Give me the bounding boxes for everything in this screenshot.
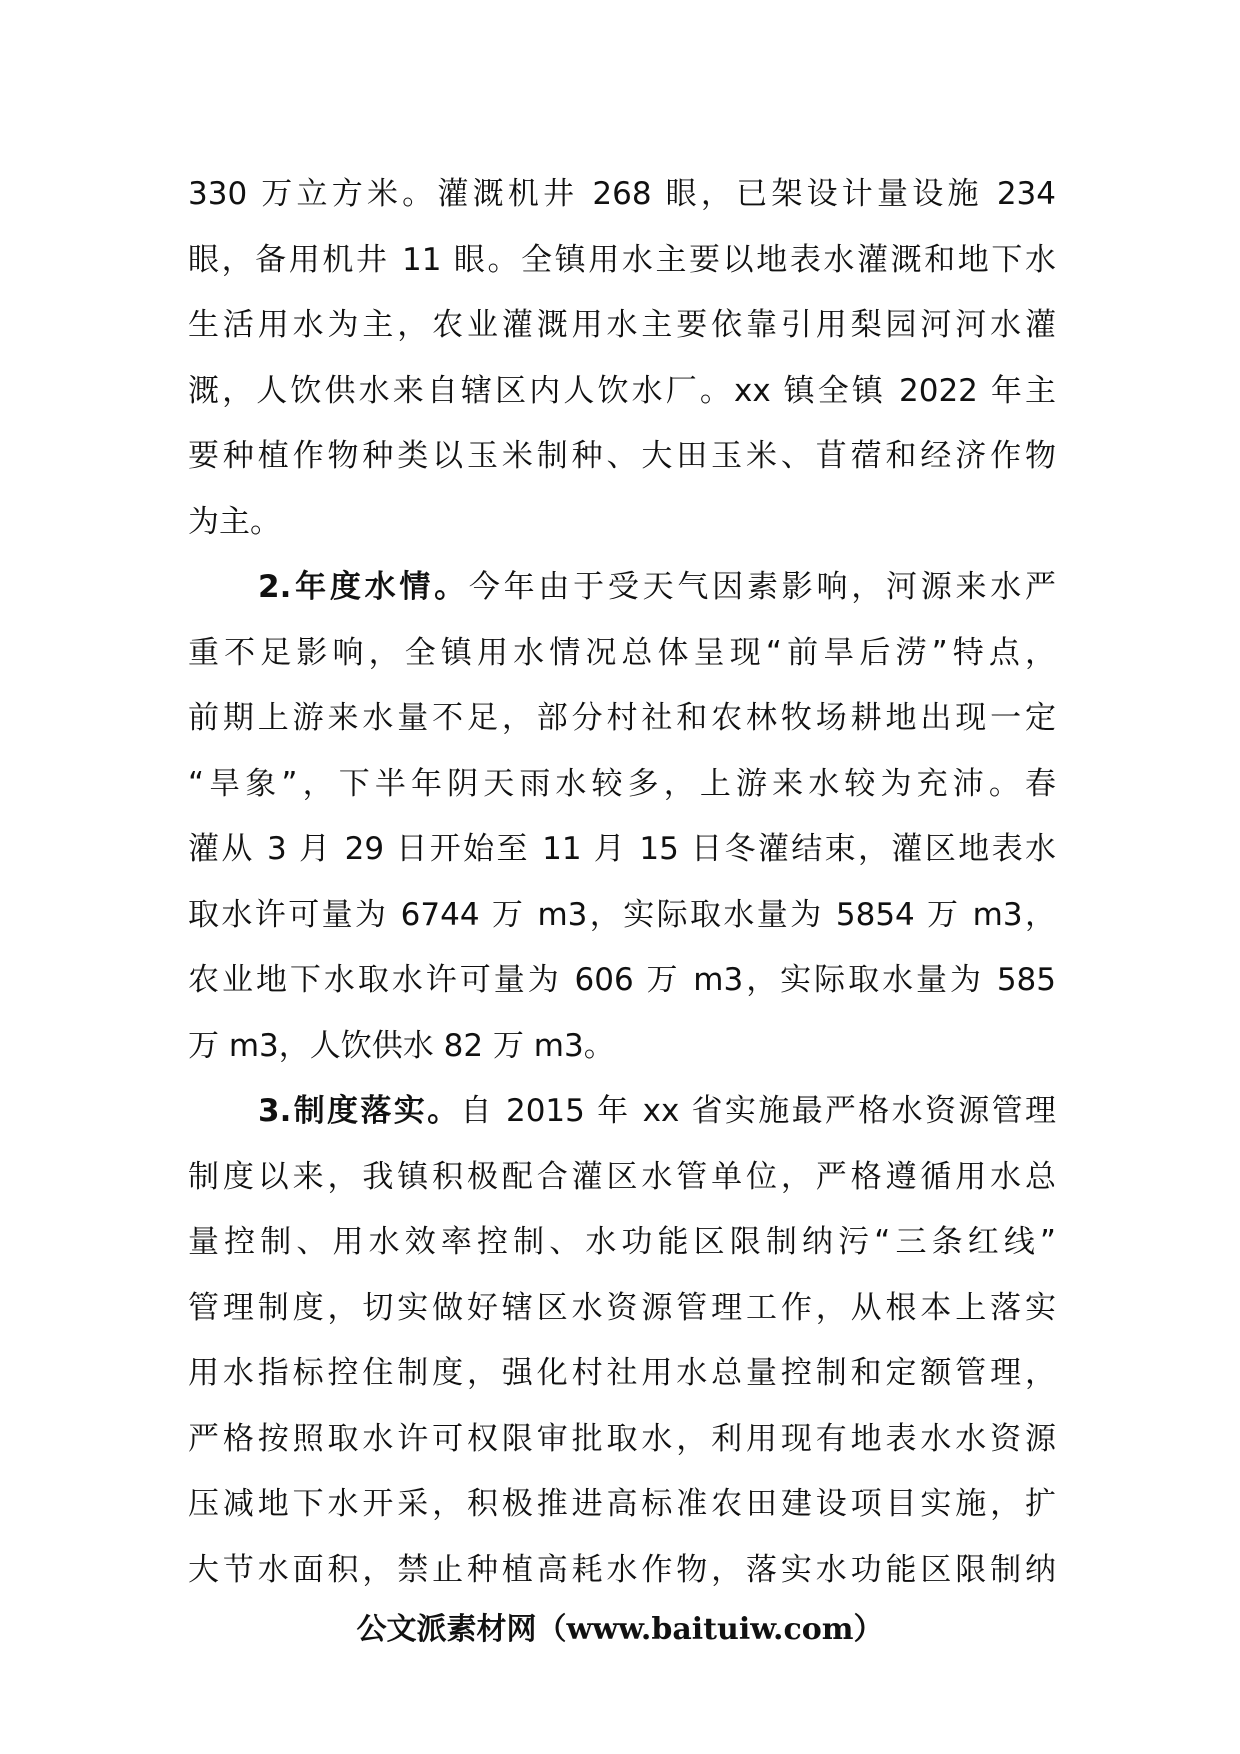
paragraph-line: 严格按照取水许可权限审批取水，利用现有地表水水资源 bbox=[188, 1420, 1056, 1457]
paragraph-line: “旱象”，下半年阴天雨水较多，上游来水较为充沛。春 bbox=[188, 765, 1056, 802]
paragraph-text: 自 2015 年 xx 省实施最严格水资源管理 bbox=[460, 1093, 1056, 1129]
paragraph-line: 眼，备用机井 11 眼。全镇用水主要以地表水灌溉和地下水 bbox=[188, 241, 1056, 278]
section-system-first-line bbox=[188, 1079, 1056, 1145]
paragraph-line: 万 m3，人饮供水 82 万 m3。 bbox=[188, 1027, 615, 1064]
paragraph-line: 生活用水为主，农业灌溉用水主要依靠引用梨园河河水灌 bbox=[188, 307, 1056, 343]
section-heading-system: 3.制度落实。 bbox=[258, 1093, 461, 1129]
paragraph-line: 灌从 3 月 29 日开始至 11 月 15 日冬灌结束，灌区地表水 bbox=[188, 831, 1056, 867]
paragraph-line: 压减地下水开采，积极推进高标准农田建设项目实施，扩 bbox=[188, 1486, 1056, 1522]
paragraph-line: 制度以来，我镇积极配合灌区水管单位，严格遵循用水总 bbox=[188, 1158, 1056, 1195]
paragraph-line: 为主。 bbox=[188, 503, 281, 540]
paragraph-line: 溉，人饮供水来自辖区内人饮水厂。xx 镇全镇 2022 年主 bbox=[188, 372, 1056, 409]
paragraph-line: 重不足影响，全镇用水情况总体呈现“前旱后涝”特点， bbox=[188, 634, 1056, 671]
section-heading-annual-water: 2.年度水情。 bbox=[258, 569, 469, 605]
paragraph-line: 量控制、用水效率控制、水功能区限制纳污“三条红线” bbox=[188, 1224, 1056, 1260]
paragraph-text: 今年由于受天气因素影响，河源来水严 bbox=[468, 569, 1056, 605]
footer-watermark: 公文派素材网（www.baituiw.com） bbox=[356, 1612, 884, 1647]
section-annual-water-first-line bbox=[188, 555, 1056, 621]
paragraph-line: 用水指标控住制度，强化村社用水总量控制和定额管理， bbox=[188, 1355, 1056, 1391]
paragraph-line: 取水许可量为 6744 万 m3，实际取水量为 5854 万 m3， bbox=[188, 896, 1056, 933]
paragraph-line: 前期上游来水量不足，部分村社和农林牧场耕地出现一定 bbox=[188, 700, 1056, 736]
paragraph-line: 管理制度，切实做好辖区水资源管理工作，从根本上落实 bbox=[188, 1289, 1056, 1326]
paragraph-line: 要种植作物种类以玉米制种、大田玉米、苜蓿和经济作物 bbox=[188, 438, 1056, 474]
paragraph-line: 农业地下水取水许可量为 606 万 m3，实际取水量为 585 bbox=[188, 962, 1056, 998]
paragraph-line: 330 万立方米。灌溉机井 268 眼，已架设计量设施 234 bbox=[188, 176, 1056, 212]
body-text bbox=[188, 162, 1056, 1603]
paragraph-line: 大节水面积，禁止种植高耗水作物，落实水功能区限制纳 bbox=[188, 1551, 1056, 1588]
